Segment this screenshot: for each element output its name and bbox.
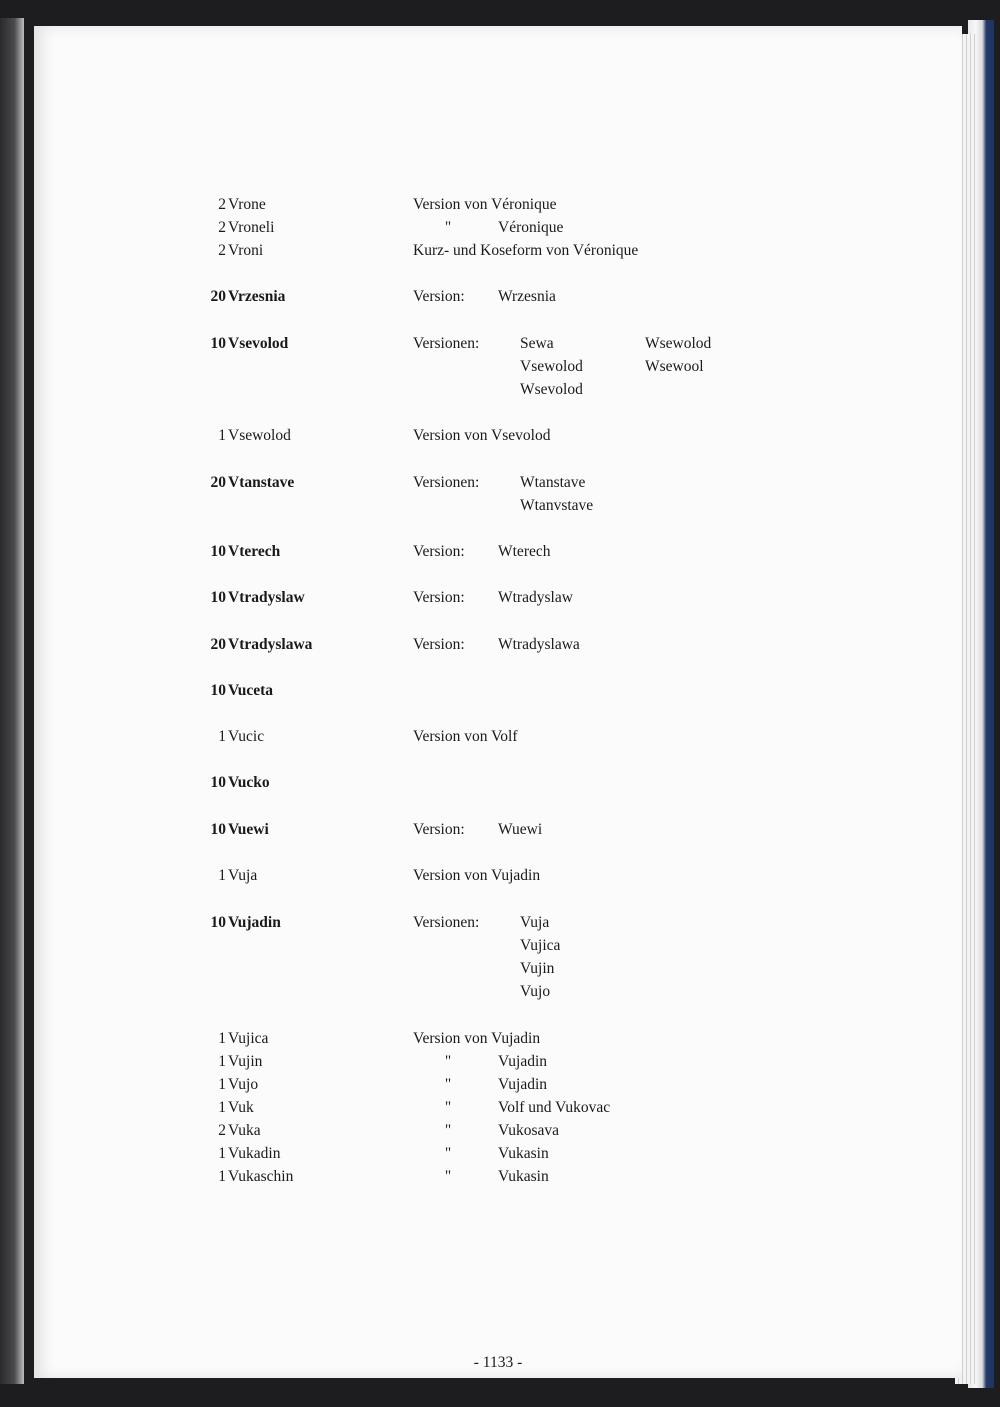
entry-number: 1	[218, 867, 226, 884]
entry-label: Version:	[413, 636, 465, 653]
entry-label: Versionen:	[413, 335, 480, 352]
entry-row	[34, 589, 962, 612]
entry-version: Wtradyslawa	[498, 636, 580, 653]
ditto-mark: "	[444, 219, 452, 236]
entry-reference: Vukasin	[498, 1145, 549, 1162]
entry-row	[34, 1122, 962, 1145]
entry-number: 1	[218, 1053, 226, 1070]
entry-row	[34, 288, 962, 311]
entry-number: 1	[218, 1099, 226, 1116]
entry-name: Vujadin	[228, 914, 281, 931]
entry-version: Wsevolod	[520, 381, 583, 398]
book-cover-edge	[0, 18, 24, 1384]
entry-row	[34, 821, 962, 844]
entry-description: Version von Vsevolod	[413, 427, 551, 444]
entry-name: Vukaschin	[228, 1168, 294, 1185]
book-page	[34, 26, 962, 1378]
ditto-mark: "	[444, 1053, 452, 1070]
entry-reference: Véronique	[498, 219, 564, 236]
entry-version: Wrzesnia	[498, 288, 556, 305]
entry-number: 2	[218, 219, 226, 236]
entry-label: Versionen:	[413, 914, 480, 931]
entry-number: 10	[210, 682, 226, 699]
entry-row	[34, 960, 962, 983]
ditto-mark: "	[444, 1076, 452, 1093]
entry-row	[34, 358, 962, 381]
entry-description: Version von Volf	[413, 728, 518, 745]
entry-number: 20	[210, 474, 226, 491]
entry-version: Wuewi	[498, 821, 543, 838]
entry-label: Version:	[413, 821, 465, 838]
entry-name: Vucko	[228, 774, 270, 791]
entry-number: 1	[218, 1030, 226, 1047]
entry-row	[34, 937, 962, 960]
entry-row	[34, 474, 962, 497]
entry-row	[34, 1076, 962, 1099]
entry-name: Vroni	[228, 242, 264, 259]
entry-label: Version:	[413, 543, 465, 560]
entry-row	[34, 196, 962, 219]
entry-row	[34, 427, 962, 450]
entry-name: Vuja	[228, 867, 258, 884]
entry-row	[34, 983, 962, 1006]
ditto-mark: "	[444, 1122, 452, 1139]
entry-version: Vujo	[520, 983, 551, 1000]
entry-version: Vujin	[520, 960, 555, 977]
entry-version: Wtradyslaw	[498, 589, 573, 606]
entry-label: Version:	[413, 589, 465, 606]
entry-number: 10	[210, 335, 226, 352]
entry-row	[34, 728, 962, 751]
entry-name: Vrzesnia	[228, 288, 286, 305]
entry-number: 1	[218, 728, 226, 745]
entry-name: Vtradyslawa	[228, 636, 313, 653]
entry-version: Wtanvstave	[520, 497, 594, 514]
entry-name: Vuceta	[228, 682, 274, 699]
entry-row	[34, 219, 962, 242]
entry-reference: Vukasin	[498, 1168, 549, 1185]
entry-number: 1	[218, 427, 226, 444]
entry-row	[34, 497, 962, 520]
entry-row	[34, 867, 962, 890]
entry-name: Vroneli	[228, 219, 275, 236]
entry-name: Vrone	[228, 196, 266, 213]
entry-version: Sewa	[520, 335, 554, 352]
entry-version: Wtanstave	[520, 474, 586, 491]
entry-description: Version von Vujadin	[413, 1030, 541, 1047]
entry-description: Version von Vujadin	[413, 867, 541, 884]
entry-number: 2	[218, 1122, 226, 1139]
entry-number: 2	[218, 196, 226, 213]
entry-row	[34, 1145, 962, 1168]
ditto-mark: "	[444, 1168, 452, 1185]
entry-version: Wterech	[498, 543, 551, 560]
ditto-mark: "	[444, 1099, 452, 1116]
entry-row	[34, 1030, 962, 1053]
entry-number: 2	[218, 242, 226, 259]
entry-description: Version von Véronique	[413, 196, 557, 213]
entry-name: Vuka	[228, 1122, 261, 1139]
entry-row	[34, 682, 962, 705]
entry-row	[34, 1168, 962, 1191]
entry-name: Vuewi	[228, 821, 269, 838]
entry-number: 1	[218, 1168, 226, 1185]
entry-name: Vuk	[228, 1099, 254, 1116]
entry-reference: Volf und Vukovac	[498, 1099, 611, 1116]
entry-version: Vujica	[520, 937, 561, 954]
entry-version: Vuja	[520, 914, 550, 931]
entry-row	[34, 242, 962, 265]
entry-number: 10	[210, 589, 226, 606]
entry-number: 10	[210, 774, 226, 791]
entry-reference: Vujadin	[498, 1076, 548, 1093]
entry-name: Vsewolod	[228, 427, 291, 444]
entry-number: 20	[210, 288, 226, 305]
entry-name: Vujin	[228, 1053, 263, 1070]
entry-reference: Vukosava	[498, 1122, 560, 1139]
entry-version: Wsewolod	[645, 335, 712, 352]
entry-name: Vukadin	[228, 1145, 281, 1162]
entry-row	[34, 335, 962, 358]
entry-number: 10	[210, 914, 226, 931]
entry-number: 1	[218, 1076, 226, 1093]
entry-name: Vtanstave	[228, 474, 295, 491]
entry-label: Version:	[413, 288, 465, 305]
entry-number: 20	[210, 636, 226, 653]
entry-version: Wsewool	[645, 358, 704, 375]
entry-row	[34, 543, 962, 566]
entry-name: Vtradyslaw	[228, 589, 305, 606]
entry-name: Vujica	[228, 1030, 269, 1047]
entry-number: 10	[210, 543, 226, 560]
entry-row	[34, 1053, 962, 1076]
entry-row	[34, 914, 962, 937]
entry-label: Versionen:	[413, 474, 480, 491]
entry-number: 1	[218, 1145, 226, 1162]
entry-number: 10	[210, 821, 226, 838]
entry-name: Vujo	[228, 1076, 259, 1093]
entry-name: Vterech	[228, 543, 281, 560]
entry-row	[34, 774, 962, 797]
entry-version: Vsewolod	[520, 358, 583, 375]
entry-name: Vsevolod	[228, 335, 289, 352]
entry-row	[34, 1099, 962, 1122]
ditto-mark: "	[444, 1145, 452, 1162]
entry-row	[34, 636, 962, 659]
entry-description: Kurz- und Koseform von Véronique	[413, 242, 639, 259]
entry-row	[34, 381, 962, 404]
entry-reference: Vujadin	[498, 1053, 548, 1070]
entry-name: Vucic	[228, 728, 265, 745]
page-number: - 1133 -	[473, 1354, 523, 1371]
